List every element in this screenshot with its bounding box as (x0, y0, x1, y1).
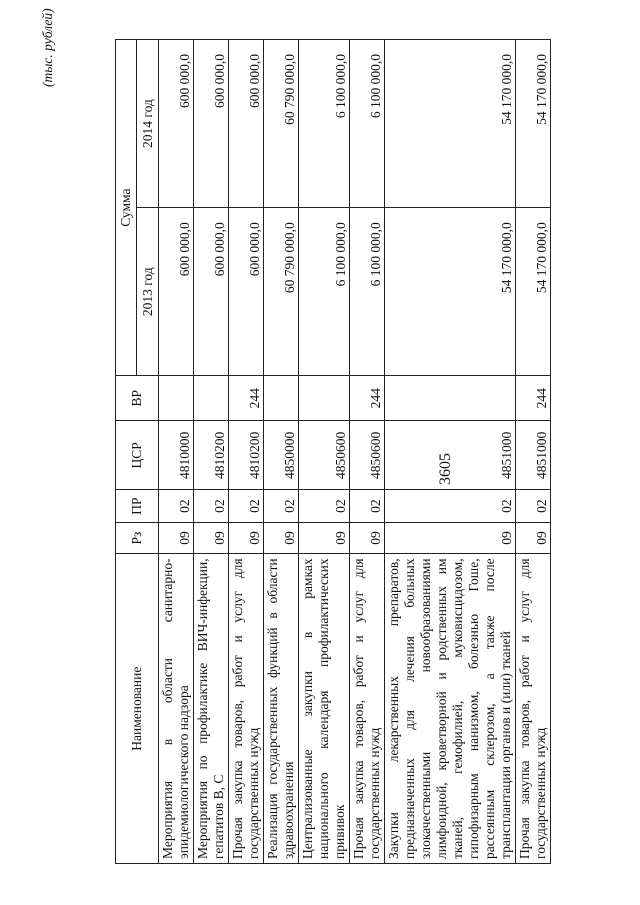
row-2014: 6 100 000,0 (299, 40, 350, 208)
row-name: Прочая закупка товаров, работ и услуг для государственных нужд (229, 554, 264, 864)
header-rz: Рз (116, 522, 159, 554)
row-pr: 02 (385, 490, 516, 522)
row-vr (385, 376, 516, 421)
row-pr: 02 (299, 490, 350, 522)
row-2014: 600 000,0 (229, 40, 264, 208)
row-pr: 02 (264, 490, 299, 522)
header-year-2014: 2014 год (137, 40, 159, 208)
row-2014: 6 100 000,0 (350, 40, 385, 208)
row-rz: 09 (350, 522, 385, 554)
row-pr: 02 (350, 490, 385, 522)
header-pr: ПР (116, 490, 159, 522)
row-name: Прочая закупка товаров, работ и услуг для государственных нужд (350, 554, 385, 864)
row-rz: 09 (385, 522, 516, 554)
table-row (299, 40, 350, 864)
row-2013: 60 790 000,0 (264, 208, 299, 376)
units-label: (тыс. рублей) (40, 8, 55, 87)
row-name: Прочая закупка товаров, работ и услуг для государственных нужд (516, 554, 551, 864)
header-sum: Сумма (116, 40, 137, 376)
header-vr: ВР (116, 376, 159, 421)
row-pr: 02 (194, 490, 229, 522)
row-vr: 244 (516, 376, 551, 421)
table-row (229, 40, 264, 864)
table-row (159, 40, 194, 864)
row-2014: 60 790 000,0 (264, 40, 299, 208)
row-csr: 4850000 (264, 421, 299, 490)
table-row (516, 40, 551, 864)
row-2014: 54 170 000,0 (516, 40, 551, 208)
row-2013: 6 100 000,0 (299, 208, 350, 376)
row-vr: 244 (350, 376, 385, 421)
row-2013: 54 170 000,0 (385, 208, 516, 376)
row-rz: 09 (159, 522, 194, 554)
table-row (350, 40, 385, 864)
row-name: Реализация государственных функций в области здравоохранения (264, 554, 299, 864)
row-vr: 244 (229, 376, 264, 421)
row-csr: 4851000 (385, 421, 516, 490)
row-csr: 4810000 (159, 421, 194, 490)
row-2014: 54 170 000,0 (385, 40, 516, 208)
row-csr: 4810200 (229, 421, 264, 490)
row-rz: 09 (516, 522, 551, 554)
row-csr: 4851000 (516, 421, 551, 490)
row-name: Мероприятия в области санитарно-эпидемиологического надзора (159, 554, 194, 864)
table-row (194, 40, 229, 864)
header-name: Наименование (116, 554, 159, 864)
row-2013: 600 000,0 (229, 208, 264, 376)
row-vr (264, 376, 299, 421)
row-rz: 09 (299, 522, 350, 554)
table-row (385, 40, 516, 864)
row-pr: 02 (159, 490, 194, 522)
row-vr (194, 376, 229, 421)
row-csr: 4810200 (194, 421, 229, 490)
row-2013: 6 100 000,0 (350, 208, 385, 376)
row-name: Централизованные закупки в рамках национального календаря профилактических прививок (299, 554, 350, 864)
row-2013: 600 000,0 (159, 208, 194, 376)
row-2014: 600 000,0 (159, 40, 194, 208)
row-rz: 09 (229, 522, 264, 554)
row-vr (159, 376, 194, 421)
row-name: Мероприятия по профилактике ВИЧ-инфекции, гепатитов В, С (194, 554, 229, 864)
row-name: Закупки лекарственных препаратов, предназначенных для лечения больных злокачественными новообразованиями лимфоидной, кроветворной и родственных им тканей, гемофилией, муковисцидозом, гипофизарным нанизмом, болезнью Гоше, рассеянным склерозом, а также после трансплантации органов и (или) тканей (385, 554, 516, 864)
row-2014: 600 000,0 (194, 40, 229, 208)
header-csr: ЦСР (116, 421, 159, 490)
header-year-2013: 2013 год (137, 208, 159, 376)
table-row (264, 40, 299, 864)
row-rz: 09 (264, 522, 299, 554)
row-2013: 54 170 000,0 (516, 208, 551, 376)
row-csr: 4850600 (299, 421, 350, 490)
row-pr: 02 (229, 490, 264, 522)
row-2013: 600 000,0 (194, 208, 229, 376)
budget-table (115, 39, 551, 864)
page-number: 3605 (437, 453, 454, 485)
row-csr: 4850600 (350, 421, 385, 490)
row-vr (299, 376, 350, 421)
row-rz: 09 (194, 522, 229, 554)
row-pr: 02 (516, 490, 551, 522)
